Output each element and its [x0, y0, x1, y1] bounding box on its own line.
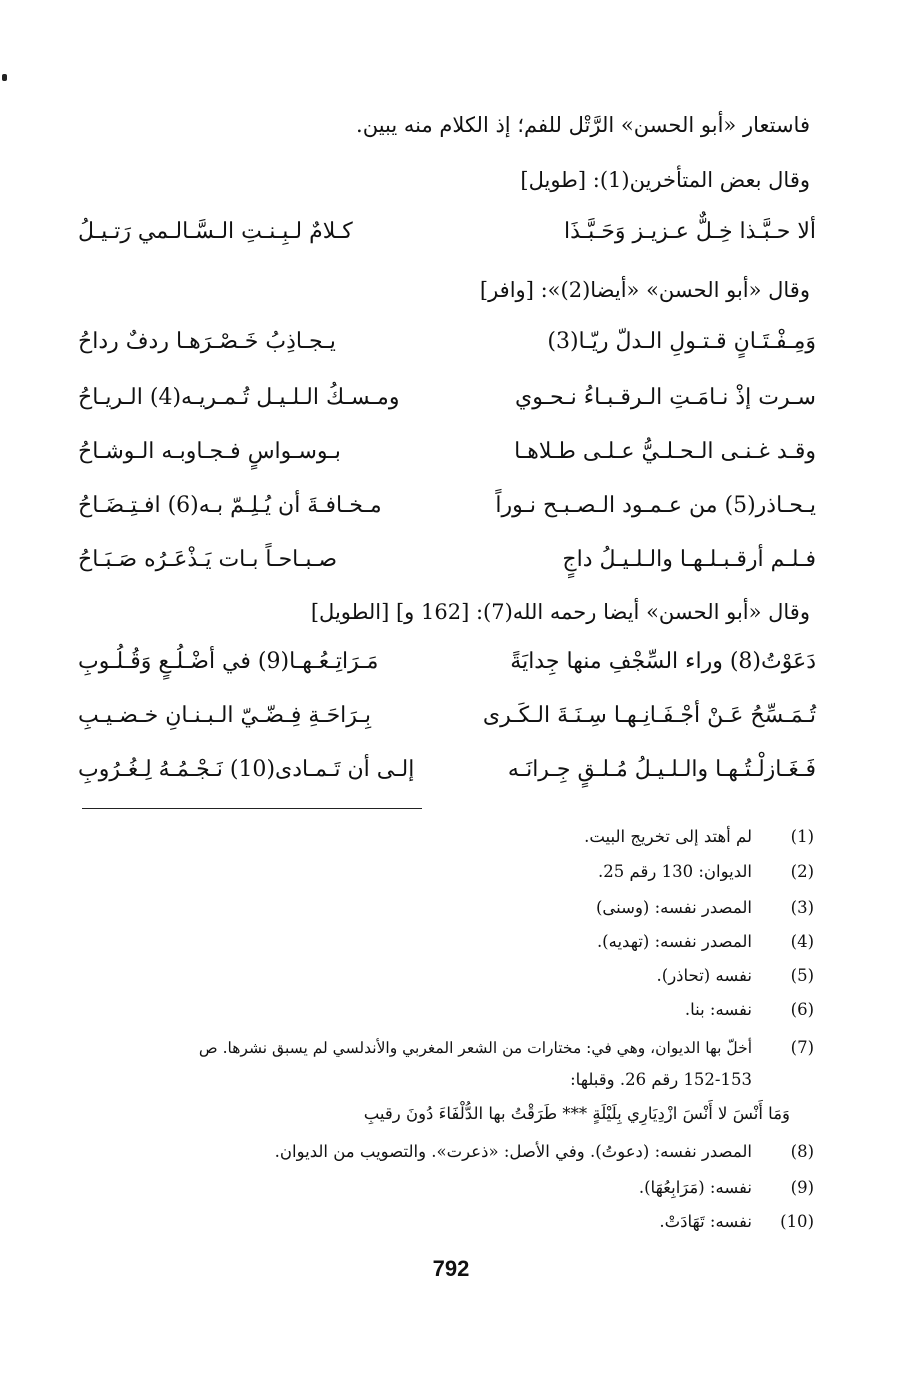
verse-first-hemistich: دَعَوْتُ(8) وراء السِّجْفِ منها جِدايَةً: [510, 649, 816, 674]
footnote-text: المصدر نفسه: (وسنى): [595, 898, 752, 917]
footnote-verse: وَمَا أَنْسَ لا أَنْسَ ازْدِيَارِي بِلَيْلَةٍ *** طَرَقْتُ بها الدُّلْفَاءَ دُونَ رقيبِ: [363, 1104, 790, 1123]
verse-second-hemistich: مَـرَاتِـعُـهـا(9) في أضْـلُـعٍ وَقُـلُـوبِ: [78, 649, 379, 674]
footnote-text: الديوان: 130 رقم 25.: [598, 862, 752, 881]
footnote-number: (5): [790, 966, 814, 985]
verse-first-hemistich: فـلـم أرقـبـلـهـا والـلـيـلُ داجٍ: [562, 547, 816, 572]
footnote-text: نفسه: (مَرَابِعُهَا).: [638, 1178, 752, 1197]
verse-line: [78, 542, 816, 582]
verse-line: [78, 214, 816, 254]
poem-intro: وقال «أبو الحسن» «أيضا(2)»: [وافر]: [479, 278, 810, 302]
footnote-text: نفسه: بنا.: [684, 1000, 752, 1019]
footnote-number: (10): [780, 1212, 814, 1231]
footnote-number: (4): [790, 932, 814, 951]
verse-line: [78, 488, 816, 528]
footnote-text: نفسه: تَهَادَتْ.: [659, 1212, 752, 1231]
footnote-number: (9): [790, 1178, 814, 1197]
verse-line: [78, 324, 816, 364]
page-number: 792: [432, 1256, 470, 1281]
verse-second-hemistich: ومـسـكُ الـلـيـل تُـمـريـه(4) الـريـاحُ: [78, 385, 400, 410]
verse-first-hemistich: فَـغَـازلْـتُـهـا والـلـيـلُ مُـلـقٍ جِـرانَـه: [507, 757, 816, 782]
prose-line: فاستعار «أبو الحسن» الرَّتْل للفم؛ إذ الكلام منه يبين.: [356, 113, 810, 137]
verse-second-hemistich: بـوسـواسٍ فـجـاوبـه الـوشـاحُ: [78, 439, 341, 464]
verse-second-hemistich: صـبـاحـاً بـات يَـذْعَـرُه صَـبَـاحُ: [78, 547, 338, 572]
footnote-number: (7): [790, 1038, 814, 1057]
verse-second-hemistich: كـلامٌ لـبِـنـتِ الـسَّـالـمي رَتـيـلُ: [78, 219, 353, 244]
verse-line: [78, 380, 816, 420]
verse-first-hemistich: وقـد غـنـى الـحـلـيُّ عـلـى طـلاهـا: [514, 439, 816, 464]
verse-first-hemistich: يـحـاذر(5) من عـمـود الـصـبـح نـوراً: [495, 493, 816, 518]
verse-second-hemistich: بِـرَاحَـةِ فِـضّـيّ الـبـنـانِ خـضـيـبِ: [78, 703, 372, 728]
footnote-number: (1): [790, 827, 814, 846]
verse-first-hemistich: تُـمَـسِّحُ عَـنْ أجْـفَـانِـهـا سِـنَـةَ الـكَـرى: [482, 703, 816, 728]
verse-second-hemistich: يـجـاذِبُ خَـصْـرَهـا ردفٌ رداحُ: [78, 329, 336, 354]
verse-line: [78, 434, 816, 474]
margin-mark: [2, 74, 7, 81]
footnote-separator: [82, 808, 422, 809]
verse-first-hemistich: وَمِـفْـتَـانٍ قـتـولِ الـدلّ ريّـا(3): [547, 329, 816, 354]
footnote-number: (6): [790, 1000, 814, 1019]
footnote-text: 152-153 رقم 26. وقبلها:: [570, 1070, 752, 1089]
verse-line: [78, 644, 816, 684]
footnote-text: لم أهتد إلى تخريج البيت.: [584, 827, 752, 846]
footnote-text: المصدر نفسه: (دعوتُ). وفي الأصل: «ذعرت». والتصويب من الديوان.: [274, 1142, 752, 1161]
poem-intro: وقال بعض المتأخرين(1): [طويل]: [520, 168, 810, 192]
verse-second-hemistich: إلـى أن تَـمـادى(10) نَـجْـمُـهُ لِـغُـرُوبِ: [78, 757, 415, 782]
footnote-text: المصدر نفسه: (تهديه).: [596, 932, 752, 951]
footnote-text: أخلّ بها الديوان، وهي في: مختارات من الشعر المغربي والأندلسي لم يسبق نشرها. ص: [198, 1039, 752, 1057]
footnote-number: (2): [790, 862, 814, 881]
verse-line: [78, 698, 816, 738]
footnote-number: (3): [790, 898, 814, 917]
poem-intro: وقال «أبو الحسن» أيضا رحمه الله(7): [162 و] [الطويل]: [310, 600, 810, 624]
verse-first-hemistich: ألا حـبَّـذا خِـلٌّ عـزيـز وَحَـبَّـذَا: [564, 219, 816, 244]
verse-first-hemistich: سـرت إذْ نـامَـتِ الـرقـبـاءُ نـحـوي: [514, 385, 816, 410]
verse-line: [78, 752, 816, 792]
verse-second-hemistich: مـخـافـةَ أن يُـلِـمّ بـه(6) افـتِـضَـاحُ: [78, 493, 382, 518]
footnote-text: نفسه (تحاذر).: [656, 966, 752, 985]
footnote-number: (8): [790, 1142, 814, 1161]
